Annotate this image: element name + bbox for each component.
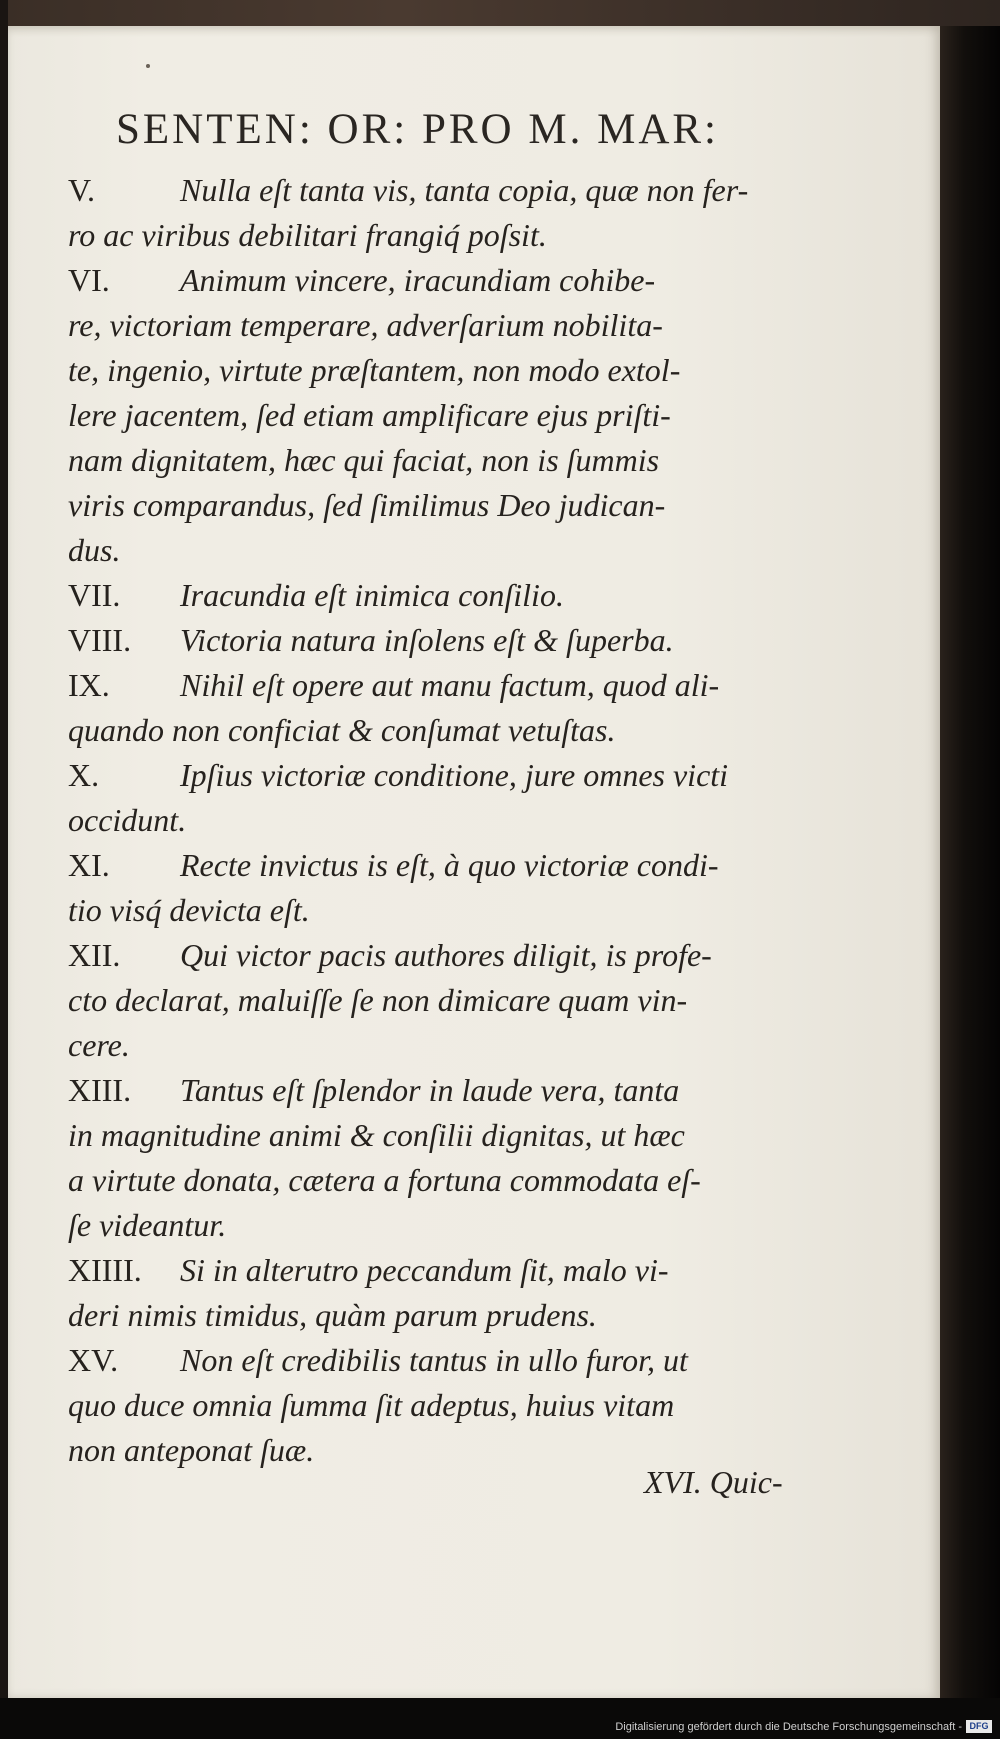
sentence-text: viris comparandus, ſed ſimilimus Deo judican-: [68, 487, 666, 523]
sentence-text: occidunt.: [68, 802, 187, 838]
dfg-logo: DFG: [966, 1720, 992, 1733]
ink-speck: [146, 64, 150, 68]
sentence-number: VII.: [68, 577, 121, 613]
sentence-text: Nihil eſt opere aut manu factum, quod ali-: [180, 667, 720, 703]
text-line: [68, 843, 719, 888]
text-line: [68, 888, 310, 933]
text-line: [68, 753, 728, 798]
sentence-text: te, ingenio, virtute præſtantem, non modo extol-: [68, 352, 681, 388]
scan-top-edge: [0, 0, 1000, 26]
sentence-text: re, victoriam temperare, adverſarium nobilita-: [68, 307, 663, 343]
text-line: [68, 1338, 688, 1383]
text-line: [68, 933, 712, 978]
sentence-text: nam dignitatem, hæc qui faciat, non is ſummis: [68, 442, 660, 478]
text-line: [68, 213, 547, 258]
sentence-number: X.: [68, 757, 100, 793]
sentence-text: a virtute donata, cætera a fortuna commodata eſ-: [68, 1162, 701, 1198]
sentence-text: ſe videantur.: [68, 1207, 227, 1243]
sentence-number: XIII.: [68, 1072, 132, 1108]
catchword: XVI. Quic-: [644, 1464, 783, 1500]
text-line: [68, 573, 564, 618]
sentence-text: Victoria natura inſolens eſt & ſuperba.: [180, 622, 674, 658]
sentence-number: XII.: [68, 937, 121, 973]
page-gutter-shadow: [940, 26, 1000, 1698]
text-line: [68, 438, 659, 483]
sentence-number: XV.: [68, 1342, 119, 1378]
text-line: [68, 1428, 314, 1473]
sentence-number: VI.: [68, 262, 110, 298]
text-line: [68, 798, 186, 843]
sentence-text: Animum vincere, iracundiam cohibe-: [180, 262, 656, 298]
sentence-text: cto declarat, maluiſſe ſe non dimicare quam vin-: [68, 982, 688, 1018]
sentence-text: Recte invictus is eſt, à quo victoriæ condi-: [180, 847, 719, 883]
text-line: [68, 708, 615, 753]
sentence-text: dus.: [68, 532, 121, 568]
text-line: [68, 1383, 674, 1428]
sentence-number: V.: [68, 172, 95, 208]
text-line: [68, 393, 671, 438]
text-line: [68, 348, 680, 393]
sentence-text: cere.: [68, 1027, 130, 1063]
sentence-text: Iracundia eſt inimica conſilio.: [180, 577, 564, 613]
sentence-text: Qui victor pacis authores diligit, is profe-: [180, 937, 712, 973]
digitization-credit: Digitalisierung gefördert durch die Deutsche Forschungsgemeinschaft -: [615, 1721, 962, 1733]
sentence-text: quando non conficiat & conſumat vetuſtas.: [68, 712, 616, 748]
sentence-number: XI.: [68, 847, 110, 883]
text-line: [68, 168, 748, 213]
text-line: [68, 258, 655, 303]
text-line: [68, 483, 665, 528]
scan-left-edge: [0, 0, 8, 1739]
sentence-text: in magnitudine animi & conſilii dignitas, ut hæc: [68, 1117, 685, 1153]
text-line: [68, 1068, 679, 1113]
sentence-text: Si in alterutro peccandum ſit, malo vi-: [180, 1252, 669, 1288]
sentence-text: Non eſt credibilis tantus in ullo furor, ut: [180, 1342, 688, 1378]
text-line: [68, 663, 719, 708]
text-line: [68, 978, 687, 1023]
sentence-text: lere jacentem, ſed etiam amplificare ejus priſti-: [68, 397, 671, 433]
text-line: [68, 1248, 669, 1293]
sentence-text: ro ac viribus debilitari frangiq́ poſsit.: [68, 217, 547, 253]
text-line: [68, 1023, 130, 1068]
sentence-text: Ipſius victoriæ conditione, jure omnes victi: [180, 757, 729, 793]
sentence-text: tio visq́ devicta eſt.: [68, 892, 310, 928]
text-line: [68, 528, 120, 573]
sentence-text: quo duce omnia ſumma ſit adeptus, huius vitam: [68, 1387, 675, 1423]
text-line: [68, 1203, 226, 1248]
sentence-text: Nulla eſt tanta vis, tanta copia, quæ non fer-: [180, 172, 749, 208]
text-line: [68, 1113, 685, 1158]
text-line: [68, 1158, 701, 1203]
sentence-number: IX.: [68, 667, 110, 703]
sentence-text: non anteponat ſuæ.: [68, 1432, 315, 1468]
text-line: [68, 1293, 597, 1338]
sentence-text: Tantus eſt ſplendor in laude vera, tanta: [180, 1072, 680, 1108]
sentence-number: XIIII.: [68, 1252, 142, 1288]
text-line: [68, 618, 674, 663]
sentence-text: deri nimis timidus, quàm parum prudens.: [68, 1297, 597, 1333]
running-head: SENTEN: OR: PRO M. MAR:: [116, 106, 719, 153]
text-line: [68, 303, 663, 348]
sentence-number: VIII.: [68, 622, 132, 658]
